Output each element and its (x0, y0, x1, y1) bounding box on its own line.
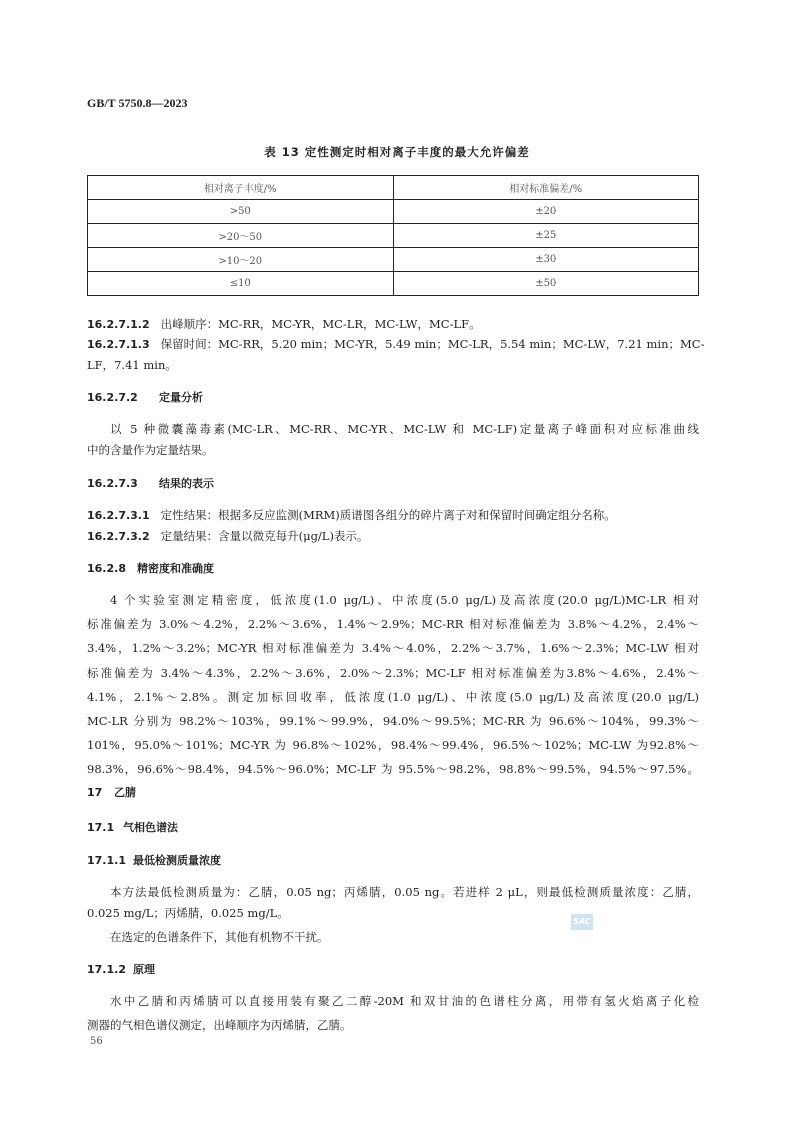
paragraph-line: MC-LR 分别为 98.2%～103%，99.1%～99.9%，94.0%～99.5%；MC-RR 为 96.6%～104%，99.3%～ (87, 714, 699, 728)
paragraph-line: 4.1%，2.1%～2.8%。测定加标回收率，低浓度(1.0 μg/L)、中浓度(5.0 μg/L)及高浓度(20.0 μg/L) (87, 690, 699, 704)
heading-17 (87, 784, 136, 800)
clause-16-2-7-3-1 (87, 507, 699, 523)
clause-number: 16.2.7.1.3 (87, 338, 150, 351)
heading-17-1 (87, 819, 178, 835)
heading-17-1-1 (87, 852, 221, 868)
table-cell: >50 (88, 200, 394, 224)
clause-number: 16.2.7.3.1 (87, 509, 150, 522)
heading-16-2-7-3 (87, 475, 214, 491)
table-row (88, 224, 699, 248)
heading-number: 16.2.7.3 (87, 477, 138, 490)
table-row (88, 248, 699, 272)
paragraph-line: 在选定的色谱条件下，其他有机物不干扰。 (110, 930, 329, 944)
clause-text-continued: LF，7.41 min。 (87, 358, 177, 372)
clause-text: 出峰顺序：MC-RR，MC-YR，MC-LR，MC-LW，MC-LF。 (160, 317, 481, 331)
heading-title: 乙腈 (114, 786, 136, 799)
heading-number: 16.2.7.2 (87, 391, 138, 404)
heading-title: 气相色谱法 (123, 821, 178, 834)
clause-text: 保留时间：MC-RR，5.20 min；MC-YR，5.49 min；MC-LR，5.54 min；MC-LW，7.21 min；MC- (160, 337, 705, 351)
heading-title: 结果的表示 (159, 477, 214, 490)
clause-number: 16.2.7.1.2 (87, 318, 150, 331)
heading-number: 17.1.2 (87, 963, 126, 976)
paragraph-line: 测器的气相色谱仪测定，出峰顺序为丙烯腈，乙腈。 (87, 1018, 352, 1032)
table-cell: >20～50 (88, 224, 394, 248)
table-cell: ±20 (393, 200, 699, 224)
clause-text: 定量结果：含量以微克每升(μg/L)表示。 (160, 529, 369, 543)
paragraph-line: 0.025 mg/L；丙烯腈，0.025 mg/L。 (87, 906, 289, 920)
heading-number: 17.1.1 (87, 854, 126, 867)
document-header: GB/T 5750.8—2023 (87, 96, 188, 110)
paragraph-line: 标准偏差为 3.0%～4.2%，2.2%～3.6%，1.4%～2.9%；MC-RR 相对标准偏差为 3.8%～4.2%，2.4%～ (87, 617, 699, 631)
heading-title: 定量分析 (159, 391, 203, 404)
heading-title: 最低检测质量浓度 (133, 854, 221, 867)
heading-title: 原理 (133, 963, 155, 976)
table-header-row (88, 176, 699, 200)
heading-number: 17.1 (87, 821, 115, 834)
paragraph-line: 本方法最低检测质量为：乙腈，0.05 ng；丙烯腈，0.05 ng。若进样 2 μL，则最低检测质量浓度：乙腈， (110, 885, 699, 899)
heading-title: 精密度和准确度 (137, 562, 214, 575)
paragraph-line: 98.3%，96.6%～98.4%，94.5%～96.0%；MC-LF 为 95.5%～98.2%，98.8%～99.5%，94.5%～97.5%。 (87, 762, 699, 776)
heading-number: 17 (87, 786, 103, 799)
heading-16-2-7-2 (87, 389, 203, 405)
clause-text: 定性结果：根据多反应监测(MRM)质谱图各组分的碎片离子对和保留时间确定组分名称。 (160, 508, 616, 522)
clause-number: 16.2.7.3.2 (87, 530, 150, 543)
table-row (88, 272, 699, 296)
paragraph-line: 3.4%，1.2%～3.2%；MC-YR 相对标准偏差为 3.4%～4.0%，2.2%～3.7%，1.6%～2.3%；MC-LW 相对 (87, 641, 699, 655)
table-cell: ±30 (393, 248, 699, 272)
table-row (88, 200, 699, 224)
heading-number: 16.2.8 (87, 562, 126, 575)
heading-17-1-2 (87, 961, 155, 977)
clause-16-2-7-1-3 (87, 336, 705, 352)
column-header: 相对标准偏差/% (393, 176, 699, 200)
table-cell: ≤10 (88, 272, 394, 296)
table-cell: ±50 (393, 272, 699, 296)
paragraph-line: 4 个实验室测定精密度，低浓度(1.0 μg/L)、中浓度(5.0 μg/L)及高浓度(20.0 μg/L)MC-LR 相对 (110, 593, 699, 607)
paragraph-line: 标准偏差为 3.4%～4.3%，2.2%～3.6%，2.0%～2.3%；MC-LF 相对标准偏差为3.8%～4.6%，2.4%～ (87, 666, 699, 680)
column-header: 相对离子丰度/% (88, 176, 394, 200)
table-cell: >10～20 (88, 248, 394, 272)
table-title: 表 13 定性测定时相对离子丰度的最大允许偏差 (264, 145, 530, 159)
clause-16-2-7-3-2 (87, 528, 699, 544)
paragraph-line: 以 5 种微囊藻毒素(MC-LR、MC-RR、MC-YR、MC-LW 和 MC-LF)定量离子峰面积对应标准曲线 (110, 422, 699, 436)
paragraph-line: 101%，95.0%～101%；MC-YR 为 96.8%～102%，98.4%～99.4%，96.5%～102%；MC-LW 为92.8%～ (87, 738, 699, 752)
table-13 (87, 175, 699, 296)
heading-16-2-8 (87, 560, 214, 576)
clause-16-2-7-1-2 (87, 316, 699, 332)
paragraph-line: 中的含量作为定量结果。 (87, 443, 214, 457)
paragraph-line: 水中乙腈和丙烯腈可以直接用装有聚乙二醇-20M 和双甘油的色谱柱分离，用带有氢火焰离子化检 (110, 994, 699, 1008)
page-number: 56 (90, 1036, 103, 1047)
table-cell: ±25 (393, 224, 699, 248)
sac-watermark-logo: SAC (571, 914, 593, 930)
